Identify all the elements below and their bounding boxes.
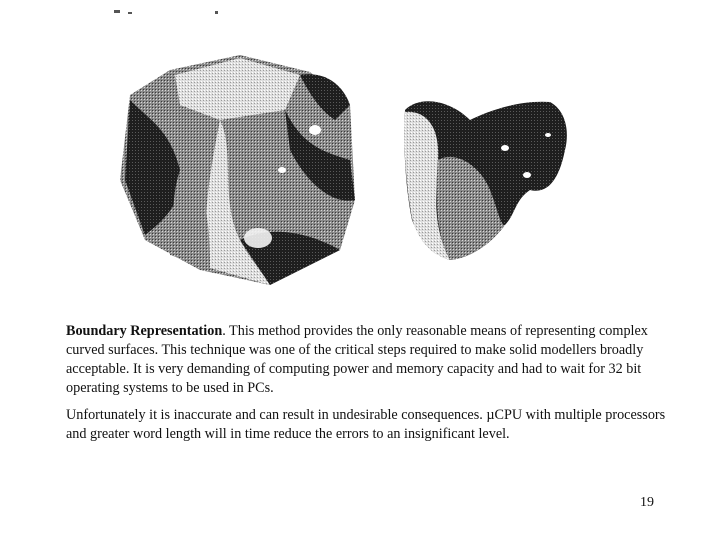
page-number: 19 [640,495,654,510]
paragraph-inaccuracy: Unfortunately it is inaccurate and can result in undesirable consequences. µCPU with multiple processors and greater word length will in time reduce the errors to an insignificant level. [66,407,666,442]
text-block [66,322,666,452]
warped-cube-model [120,55,355,285]
paragraph-body: . This method provides the only reasonable means of representing complex curved surfaces. This technique was one of the critical steps required to make solid modellers broadly acceptable. It is very demanding of computing power and memory capacity and had to wait for 32 bit operating systems to be used in PCs. [66,323,648,396]
blended-solid-model [404,101,566,260]
scan-marks [114,10,218,14]
term-boundary-representation: Boundary Representation [66,323,223,339]
boundary-representation-figure [60,0,620,310]
paragraph-boundary-representation [66,322,666,398]
